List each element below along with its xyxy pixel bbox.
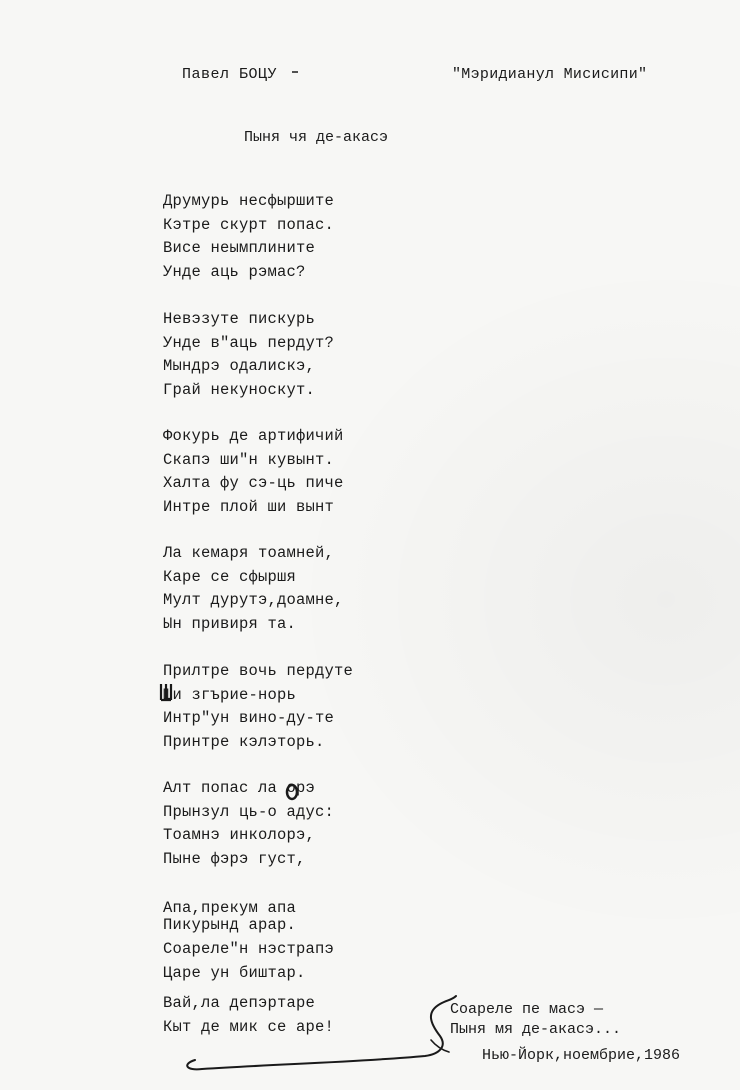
- poem-line: Интре плой ши вынт: [163, 497, 335, 516]
- handwritten-correction-mark: [161, 684, 171, 700]
- handwritten-correction-mark: [287, 785, 297, 799]
- closing-line: Соареле пе масэ —: [450, 1001, 604, 1018]
- poem-line: Ла кемаря тоамней,: [163, 544, 335, 562]
- poem-line: Прилтре вочь пердуте: [163, 662, 354, 680]
- poem-line: Пыне фэрэ густ,: [163, 849, 306, 868]
- poem-line: Фокурь де артифичий: [163, 427, 344, 445]
- poem-title: Пыня чя де-акасэ: [244, 129, 389, 146]
- series-title: "Мэридианул Мисисипи": [452, 66, 648, 83]
- poem-line: Халта фу сэ-ць пиче: [163, 474, 344, 492]
- poem-line: Прынзул ць-о адус:: [163, 802, 335, 821]
- poem-line: Унде в"аць пердут?: [163, 333, 335, 352]
- place-date: Нью-Йорк,ноембрие,1986: [482, 1047, 681, 1064]
- poem-line: Кэтре скурт попас.: [163, 215, 335, 234]
- poem-line: Царе ун биштар.: [163, 963, 306, 982]
- author-name: Павел БОЦУ: [182, 66, 278, 83]
- poem-line: Скапэ ши"н кувынт.: [163, 450, 335, 469]
- poem-line: Апа,прекум апа: [163, 899, 297, 917]
- poem-line: Мындрэ одалискэ,: [163, 357, 316, 375]
- poem-line: Друмурь несфыршите: [163, 192, 335, 210]
- poem-line: Висе неымплините: [163, 239, 316, 257]
- poem-line: Мулт дурутэ,доамне,: [163, 591, 344, 609]
- poem-line: Алт попас ла орэ: [163, 779, 316, 797]
- closing-line: Пыня мя де-акасэ...: [450, 1021, 622, 1038]
- poem-line: Унде аць рэмас?: [163, 262, 306, 281]
- poem-line: Грай некуноскут.: [163, 380, 316, 399]
- poem-line: Кыт де мик се аре!: [163, 1017, 335, 1036]
- poem-line: Принтре кэлэторь.: [163, 732, 325, 751]
- poem-line: Каре се сфыршя: [163, 567, 297, 586]
- poem-line: Пикурынд арар.: [163, 916, 297, 934]
- poem-line: Тоамнэ инколорэ,: [163, 826, 316, 844]
- poem-line: Невэзуте пискурь: [163, 310, 316, 328]
- poem-line: Интр"ун вино-ду-те: [163, 709, 335, 727]
- poem-line: Вай,ла депэртаре: [163, 994, 316, 1012]
- poem-line: Ши згърие-норь: [163, 685, 297, 704]
- poem-line: Ын привиря та.: [163, 614, 297, 633]
- poem-line: Соареле"н нэстрапэ: [163, 940, 335, 958]
